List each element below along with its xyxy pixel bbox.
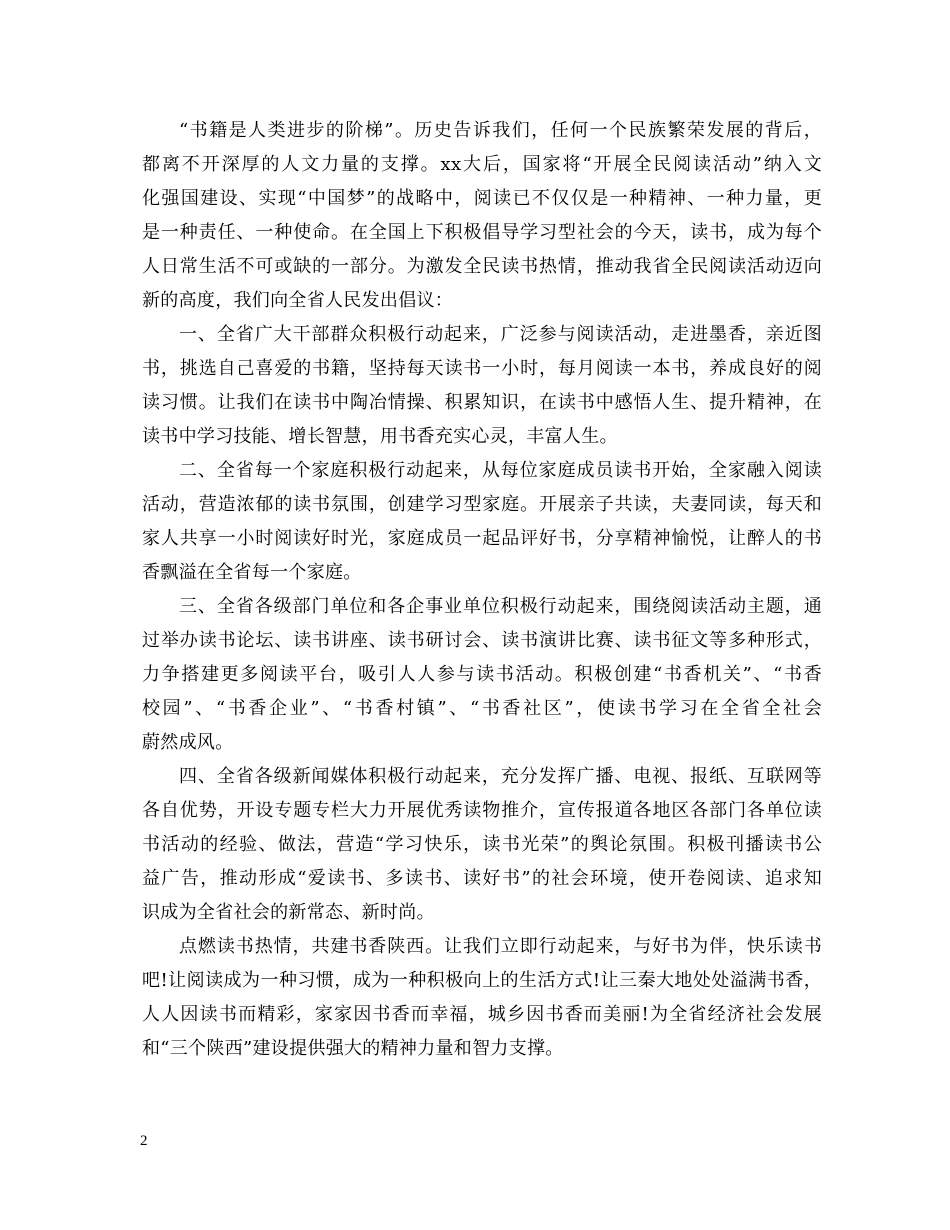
- paragraph-2-line-2: 书，挑选自己喜爱的书籍，坚持每天读书一小时，每月阅读一本书，养成良好的阅: [142, 358, 822, 379]
- paragraph-2-line-1: 一、全省广大干部群众积极行动起来，广泛参与阅读活动，走进墨香，亲近图: [179, 324, 822, 345]
- paragraph-1-line-4: 是一种责任、一种使命。在全国上下积极倡导学习型社会的今天，读书，成为每个: [142, 222, 822, 243]
- paragraph-1-line-6: 新的高度，我们向全省人民发出倡议：: [142, 290, 454, 311]
- paragraph-2-line-3: 读习惯。让我们在读书中陶冶情操、积累知识，在读书中感悟人生、提升精神，在: [142, 392, 822, 413]
- paragraph-2-line-4: 读书中学习技能、增长智慧，用书香充实心灵，丰富人生。: [142, 426, 618, 447]
- paragraph-6-line-2: 吧!让阅读成为一种习惯，成为一种积极向上的生活方式!让三秦大地处处溢满书香，: [142, 970, 822, 991]
- paragraph-3-line-2: 活动，营造浓郁的读书氛围，创建学习型家庭。开展亲子共读，夫妻同读，每天和: [142, 494, 822, 515]
- paragraph-1-line-3: 化强国建设、实现“中国梦”的战略中，阅读已不仅仅是一种精神、一种力量，更: [142, 188, 822, 209]
- paragraph-5-line-4: 益广告，推动形成“爱读书、多读书、读好书”的社会环境，使开卷阅读、追求知: [142, 868, 822, 889]
- paragraph-3-line-4: 香飘溢在全省每一个家庭。: [142, 562, 362, 583]
- paragraph-5-line-5: 识成为全省社会的新常态、新时尚。: [142, 902, 435, 923]
- paragraph-1-line-5: 人日常生活不可或缺的一部分。为激发全民读书热情，推动我省全民阅读活动迈向: [142, 256, 822, 277]
- paragraph-5-line-1: 四、全省各级新闻媒体积极行动起来，充分发挥广播、电视、报纸、互联网等: [179, 766, 822, 787]
- paragraph-4-line-3: 力争搭建更多阅读平台，吸引人人参与读书活动。积极创建“书香机关”、“书香: [142, 664, 822, 685]
- paragraph-1-line-1: “书籍是人类进步的阶梯”。历史告诉我们，任何一个民族繁荣发展的背后，: [179, 120, 822, 141]
- paragraph-4-line-4: 校园”、“书香企业”、“书香村镇”、“书香社区”，使读书学习在全省全社会: [142, 698, 822, 719]
- paragraph-3-line-3: 家人共享一小时阅读好时光，家庭成员一起品评好书，分享精神愉悦，让醉人的书: [142, 528, 822, 549]
- paragraph-5-line-3: 书活动的经验、做法，营造“学习快乐，读书光荣”的舆论氛围。积极刊播读书公: [142, 834, 822, 855]
- paragraph-6-line-1: 点燃读书热情，共建书香陕西。让我们立即行动起来，与好书为伴，快乐读书: [179, 936, 822, 957]
- paragraph-4-line-2: 过举办读书论坛、读书讲座、读书研讨会、读书演讲比赛、读书征文等多种形式，: [142, 630, 822, 651]
- paragraph-4-line-1: 三、全省各级部门单位和各企事业单位积极行动起来，围绕阅读活动主题，通: [179, 596, 822, 617]
- paragraph-6-line-4: 和“三个陕西”建设提供强大的精神力量和智力支撑。: [142, 1038, 564, 1059]
- paragraph-6-line-3: 人人因读书而精彩，家家因书香而幸福，城乡因书香而美丽!为全省经济社会发展: [142, 1004, 822, 1025]
- paragraph-3-line-1: 二、全省每一个家庭积极行动起来，从每位家庭成员读书开始，全家融入阅读: [179, 460, 822, 481]
- paragraph-4-line-5: 蔚然成风。: [142, 732, 234, 753]
- paragraph-1-line-2: 都离不开深厚的人文力量的支撑。xx大后，国家将“开展全民阅读活动”纳入文: [142, 154, 822, 175]
- paragraph-5-line-2: 各自优势，开设专题专栏大力开展优秀读物推介，宣传报道各地区各部门各单位读: [142, 800, 822, 821]
- page-number: 2: [140, 1133, 148, 1149]
